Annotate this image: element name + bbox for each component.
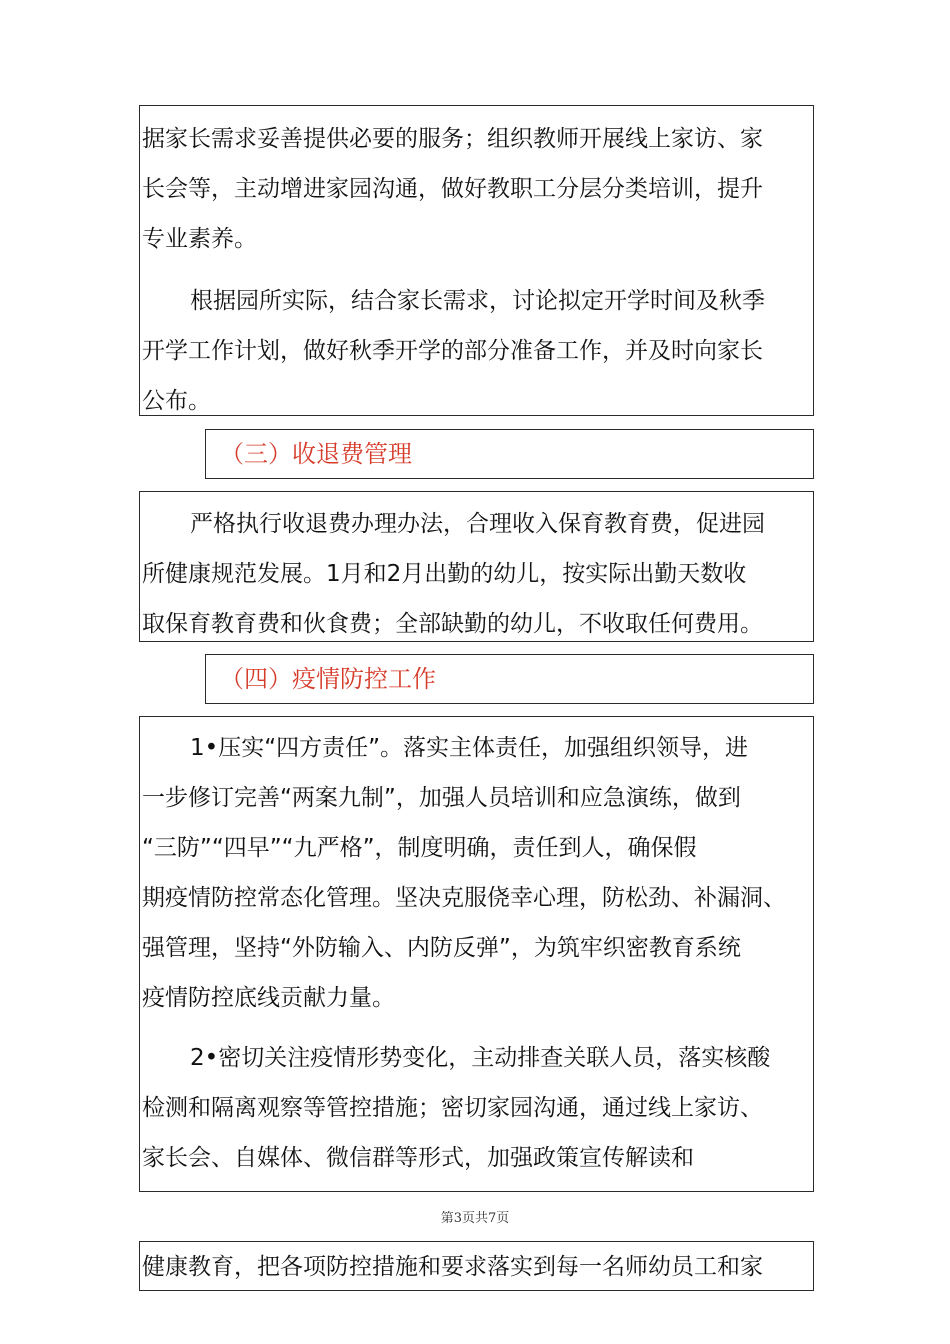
- text-line: 根据园所实际，结合家长需求，讨论拟定开学时间及秋季: [190, 288, 765, 314]
- section-heading-box: [205, 429, 814, 479]
- text-line: “三防”“四早”“九严格”，制度明确，责任到人，确保假: [142, 835, 697, 861]
- text-box-epidemic: [139, 716, 814, 1192]
- text-line: 检测和隔离观察等管控措施；密切家园沟通，通过线上家访、: [142, 1095, 763, 1121]
- text-line: 健康教育，把各项防控措施和要求落实到每一名师幼员工和家: [142, 1254, 763, 1280]
- text-box-continuation: [139, 1241, 814, 1291]
- text-line: 开学工作计划，做好秋季开学的部分准备工作，并及时向家长: [142, 338, 763, 364]
- text-line: 所健康规范发展。1月和2月出勤的幼儿，按实际出勤天数收: [142, 561, 747, 587]
- text-line: 据家长需求妥善提供必要的服务；组织教师开展线上家访、家: [142, 126, 763, 152]
- text-line: 1•压实“四方责任”。落实主体责任，加强组织领导，进: [190, 735, 749, 761]
- text-line: 公布。: [142, 388, 211, 414]
- text-line: 2•密切关注疫情形势变化，主动排查关联人员，落实核酸: [190, 1045, 771, 1071]
- section-heading-epidemic: （四）疫情防控工作: [220, 665, 436, 693]
- text-line: 严格执行收退费办理办法，合理收入保育教育费，促进园: [190, 511, 765, 537]
- text-box-services: [139, 105, 814, 416]
- text-line: 疫情防控底线贡献力量。: [142, 985, 395, 1011]
- section-heading-box: [205, 654, 814, 704]
- page-number: 第3页共7页: [440, 1211, 510, 1226]
- text-line: 专业素养。: [142, 226, 257, 252]
- text-line: 一步修订完善“两案九制”，加强人员培训和应急演练，做到: [142, 785, 741, 811]
- text-line: 强管理，坚持“外防输入、内防反弹”，为筑牢织密教育系统: [142, 935, 741, 961]
- text-line: 期疫情防控常态化管理。坚决克服侥幸心理，防松劲、补漏洞、: [142, 885, 786, 911]
- text-line: 长会等，主动增进家园沟通，做好教职工分层分类培训，提升: [142, 176, 763, 202]
- text-line: 取保育教育费和伙食费；全部缺勤的幼儿，不收取任何费用。: [142, 611, 763, 637]
- text-box-fees: [139, 491, 814, 642]
- section-heading-fees: （三）收退费管理: [220, 440, 412, 468]
- text-line: 家长会、自媒体、微信群等形式，加强政策宣传解读和: [142, 1145, 694, 1171]
